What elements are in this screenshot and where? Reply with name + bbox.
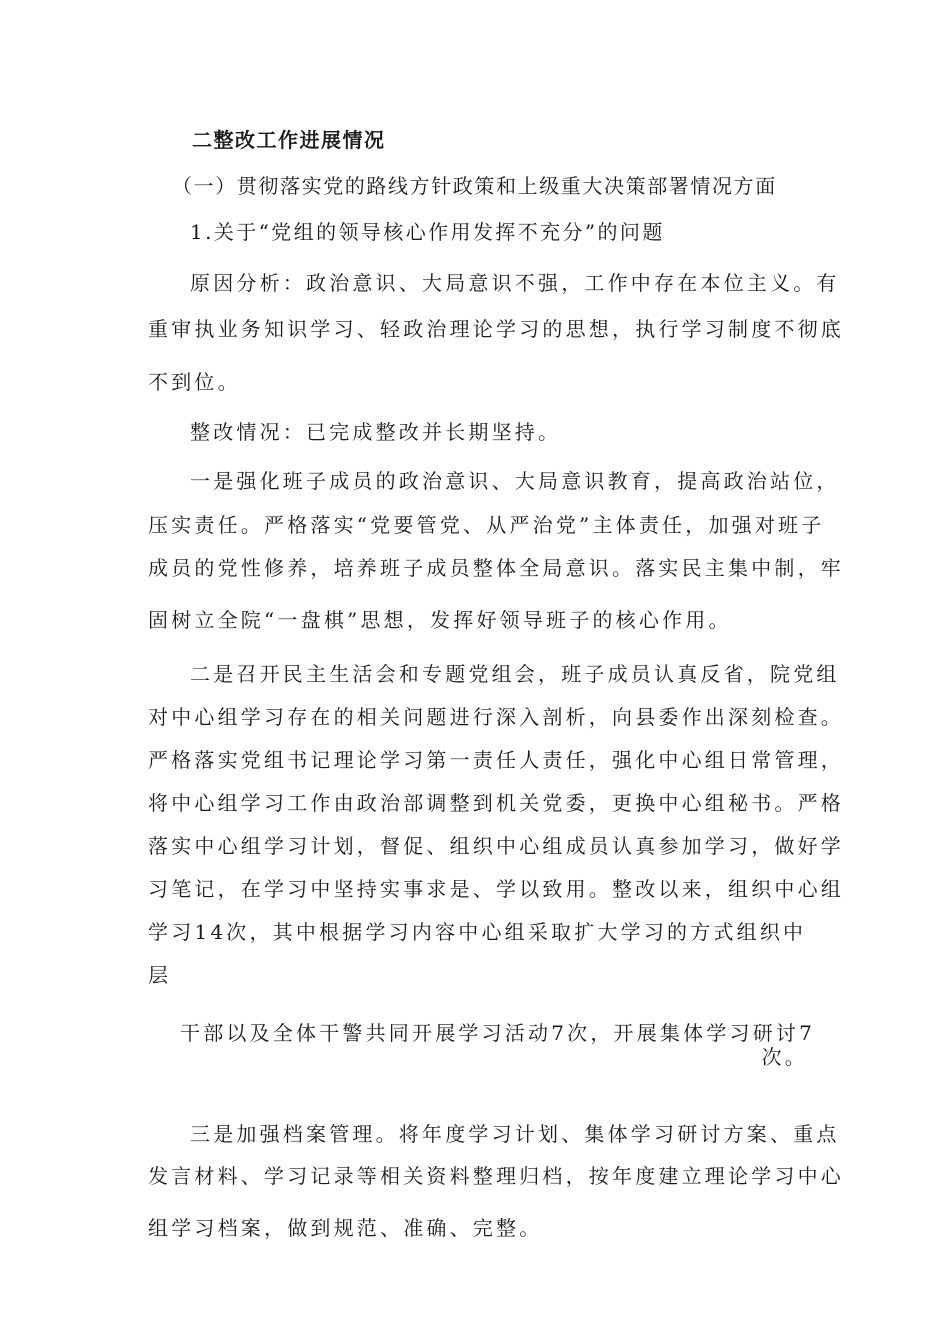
measure-one-line: 压实责任。严格落实“党要管党、从严治党”主体责任，加强对班子	[148, 513, 825, 537]
measure-two-continued-line: 次。	[761, 1045, 808, 1069]
measure-two-line: 落实中心组学习计划，督促、组织中心组成员认真参加学习，做好学	[148, 834, 844, 858]
measure-three-line: 三是加强档案管理。将年度学习计划、集体学习研讨方案、重点	[190, 1122, 840, 1146]
measure-two-continued-line: 干部以及全体干警共同开展学习活动7次，开展集体学习研讨7	[180, 1021, 816, 1045]
measure-three-line: 组学习档案，做到规范、准确、完整。	[148, 1216, 543, 1240]
measure-two-line: 学习14次，其中根据学习内容中心组采取扩大学习的方式组织中	[148, 920, 807, 944]
cause-analysis-line: 原因分析：政治意识、大局意识不强，工作中存在本位主义。有	[190, 271, 840, 295]
cause-analysis-line: 重审执业务知识学习、轻政治理论学习的思想，执行学习制度不彻底	[148, 317, 844, 341]
measure-one-line: 固树立全院“一盘棋”思想，发挥好领导班子的核心作用。	[148, 608, 732, 632]
measure-one-line: 成员的党性修养，培养班子成员整体全局意识。落实民主集中制，牢	[148, 556, 844, 580]
measure-two-line: 将中心组学习工作由政治部调整到机关党委，更换中心组秘书。严格	[148, 791, 844, 815]
item-title: 1.关于“党组的领导核心作用发挥不充分”的问题	[190, 220, 665, 244]
measure-two-line: 二是召开民主生活会和专题党组会，班子成员认真反省，院党组	[190, 662, 840, 686]
section-heading: 二整改工作进展情况	[192, 128, 386, 152]
measure-two-line: 层	[148, 963, 172, 987]
measure-two-line: 对中心组学习存在的相关问题进行深入剖析，向县委作出深刻检查。	[148, 705, 844, 729]
measure-two-line: 习笔记，在学习中坚持实事求是、学以致用。整改以来，组织中心组	[148, 877, 844, 901]
measure-one-line: 一是强化班子成员的政治意识、大局意识教育，提高政治站位，	[190, 469, 840, 493]
measure-two-line: 严格落实党组书记理论学习第一责任人责任，强化中心组日常管理，	[148, 748, 844, 772]
cause-analysis-line: 不到位。	[148, 370, 241, 394]
subsection-heading: （一）贯彻落实党的路线方针政策和上级重大决策部署情况方面	[172, 174, 777, 198]
rectification-status: 整改情况：已完成整改并长期坚持。	[190, 420, 562, 444]
measure-three-line: 发言材料、学习记录等相关资料整理归档，按年度建立理论学习中心	[148, 1164, 844, 1188]
